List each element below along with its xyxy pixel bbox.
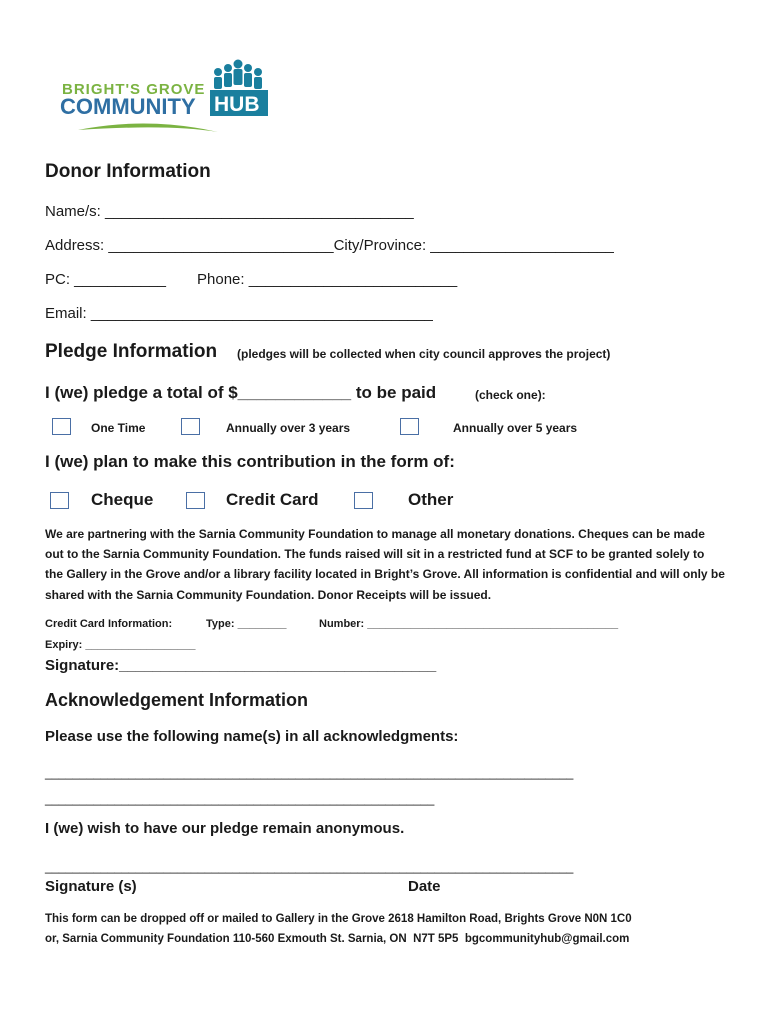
annually-3-label: Annually over 3 years (226, 421, 351, 435)
check-one-note: (check one): (475, 388, 546, 402)
card-expiry-field[interactable]: Expiry: __________________ (45, 639, 196, 651)
ack-name-line-2[interactable]: ________________________________________________________ (45, 792, 435, 806)
annually-5-checkbox[interactable] (400, 418, 419, 435)
names-field[interactable]: Name/s: _____________________________________ (45, 203, 414, 220)
one-time-label: One Time (91, 421, 146, 435)
logo-swoosh (78, 123, 218, 132)
email-field[interactable]: Email: _________________________________________ (45, 305, 433, 322)
use-names-label: Please use the following name(s) in all acknowledgments: (45, 728, 459, 745)
logo-community-text: COMMUNITY (60, 94, 196, 119)
phone-field[interactable]: Phone: _________________________ (197, 271, 458, 288)
footer-line-2: or, Sarnia Community Foundation 110-560 Exmouth St. Sarnia, ON N7T 5P5 bgcommunityhub@gmail.com (45, 933, 630, 945)
people-icon (214, 60, 262, 90)
footer-line-1: This form can be dropped off or mailed to Gallery in the Grove 2618 Hamilton Road, Brights Grove N0N 1C0 (45, 913, 632, 925)
card-type-field[interactable]: Type: ________ (206, 618, 287, 630)
ack-name-line-1[interactable]: ____________________________________________________________________________ (45, 766, 574, 780)
logo-brights-grove-text: BRIGHT'S GROVE (62, 81, 206, 98)
anonymous-label: I (we) wish to have our pledge remain anonymous. (45, 820, 405, 837)
annually-5-label: Annually over 5 years (453, 421, 578, 435)
card-number-field[interactable]: Number: _________________________________________ (319, 618, 619, 630)
one-time-checkbox[interactable] (52, 418, 71, 435)
pc-field[interactable]: PC: ___________ (45, 271, 166, 288)
credit-card-checkbox[interactable] (186, 492, 205, 509)
donor-heading: Donor Information (45, 161, 211, 182)
cheque-label: Cheque (91, 490, 154, 509)
other-checkbox[interactable] (354, 492, 373, 509)
credit-card-label: Credit Card (226, 490, 319, 509)
address-city-field[interactable]: Address: ___________________________City/Province: ______________________ (45, 237, 614, 254)
ack-heading: Acknowledgement Information (45, 690, 309, 710)
pledge-total-field[interactable]: I (we) pledge a total of $____________ to be paid (45, 383, 437, 402)
pledge-heading: Pledge Information (45, 341, 218, 362)
signature-label: Signature (s) (45, 878, 137, 895)
card-signature-field[interactable]: Signature:______________________________________ (45, 657, 437, 674)
community-hub-logo (58, 58, 273, 138)
logo-graphic (58, 58, 273, 138)
logo-hub-text: HUB (214, 93, 260, 116)
date-label: Date (408, 878, 441, 895)
foundation-paragraph: We are partnering with the Sarnia Community Foundation to manage all monetary donations. Cheques can be made out to the Sarnia Community Foundation. The funds raised will sit in a restricted fund at SCF to be granted solely to the Gallery in the Grove and/or a library facility located in Bright’s Grove. All information is confidential and will only be shared with the Sarnia Community Foundation. Donor Receipts will be issued. (45, 527, 725, 602)
annually-3-checkbox[interactable] (181, 418, 200, 435)
cheque-checkbox[interactable] (50, 492, 69, 509)
plan-heading: I (we) plan to make this contribution in the form of: (45, 452, 455, 471)
other-label: Other (408, 490, 454, 509)
credit-card-info-label: Credit Card Information: (45, 618, 173, 630)
anonymous-signature-line[interactable]: ____________________________________________________________________________ (45, 860, 574, 874)
pledge-note: (pledges will be collected when city council approves the project) (237, 347, 611, 361)
